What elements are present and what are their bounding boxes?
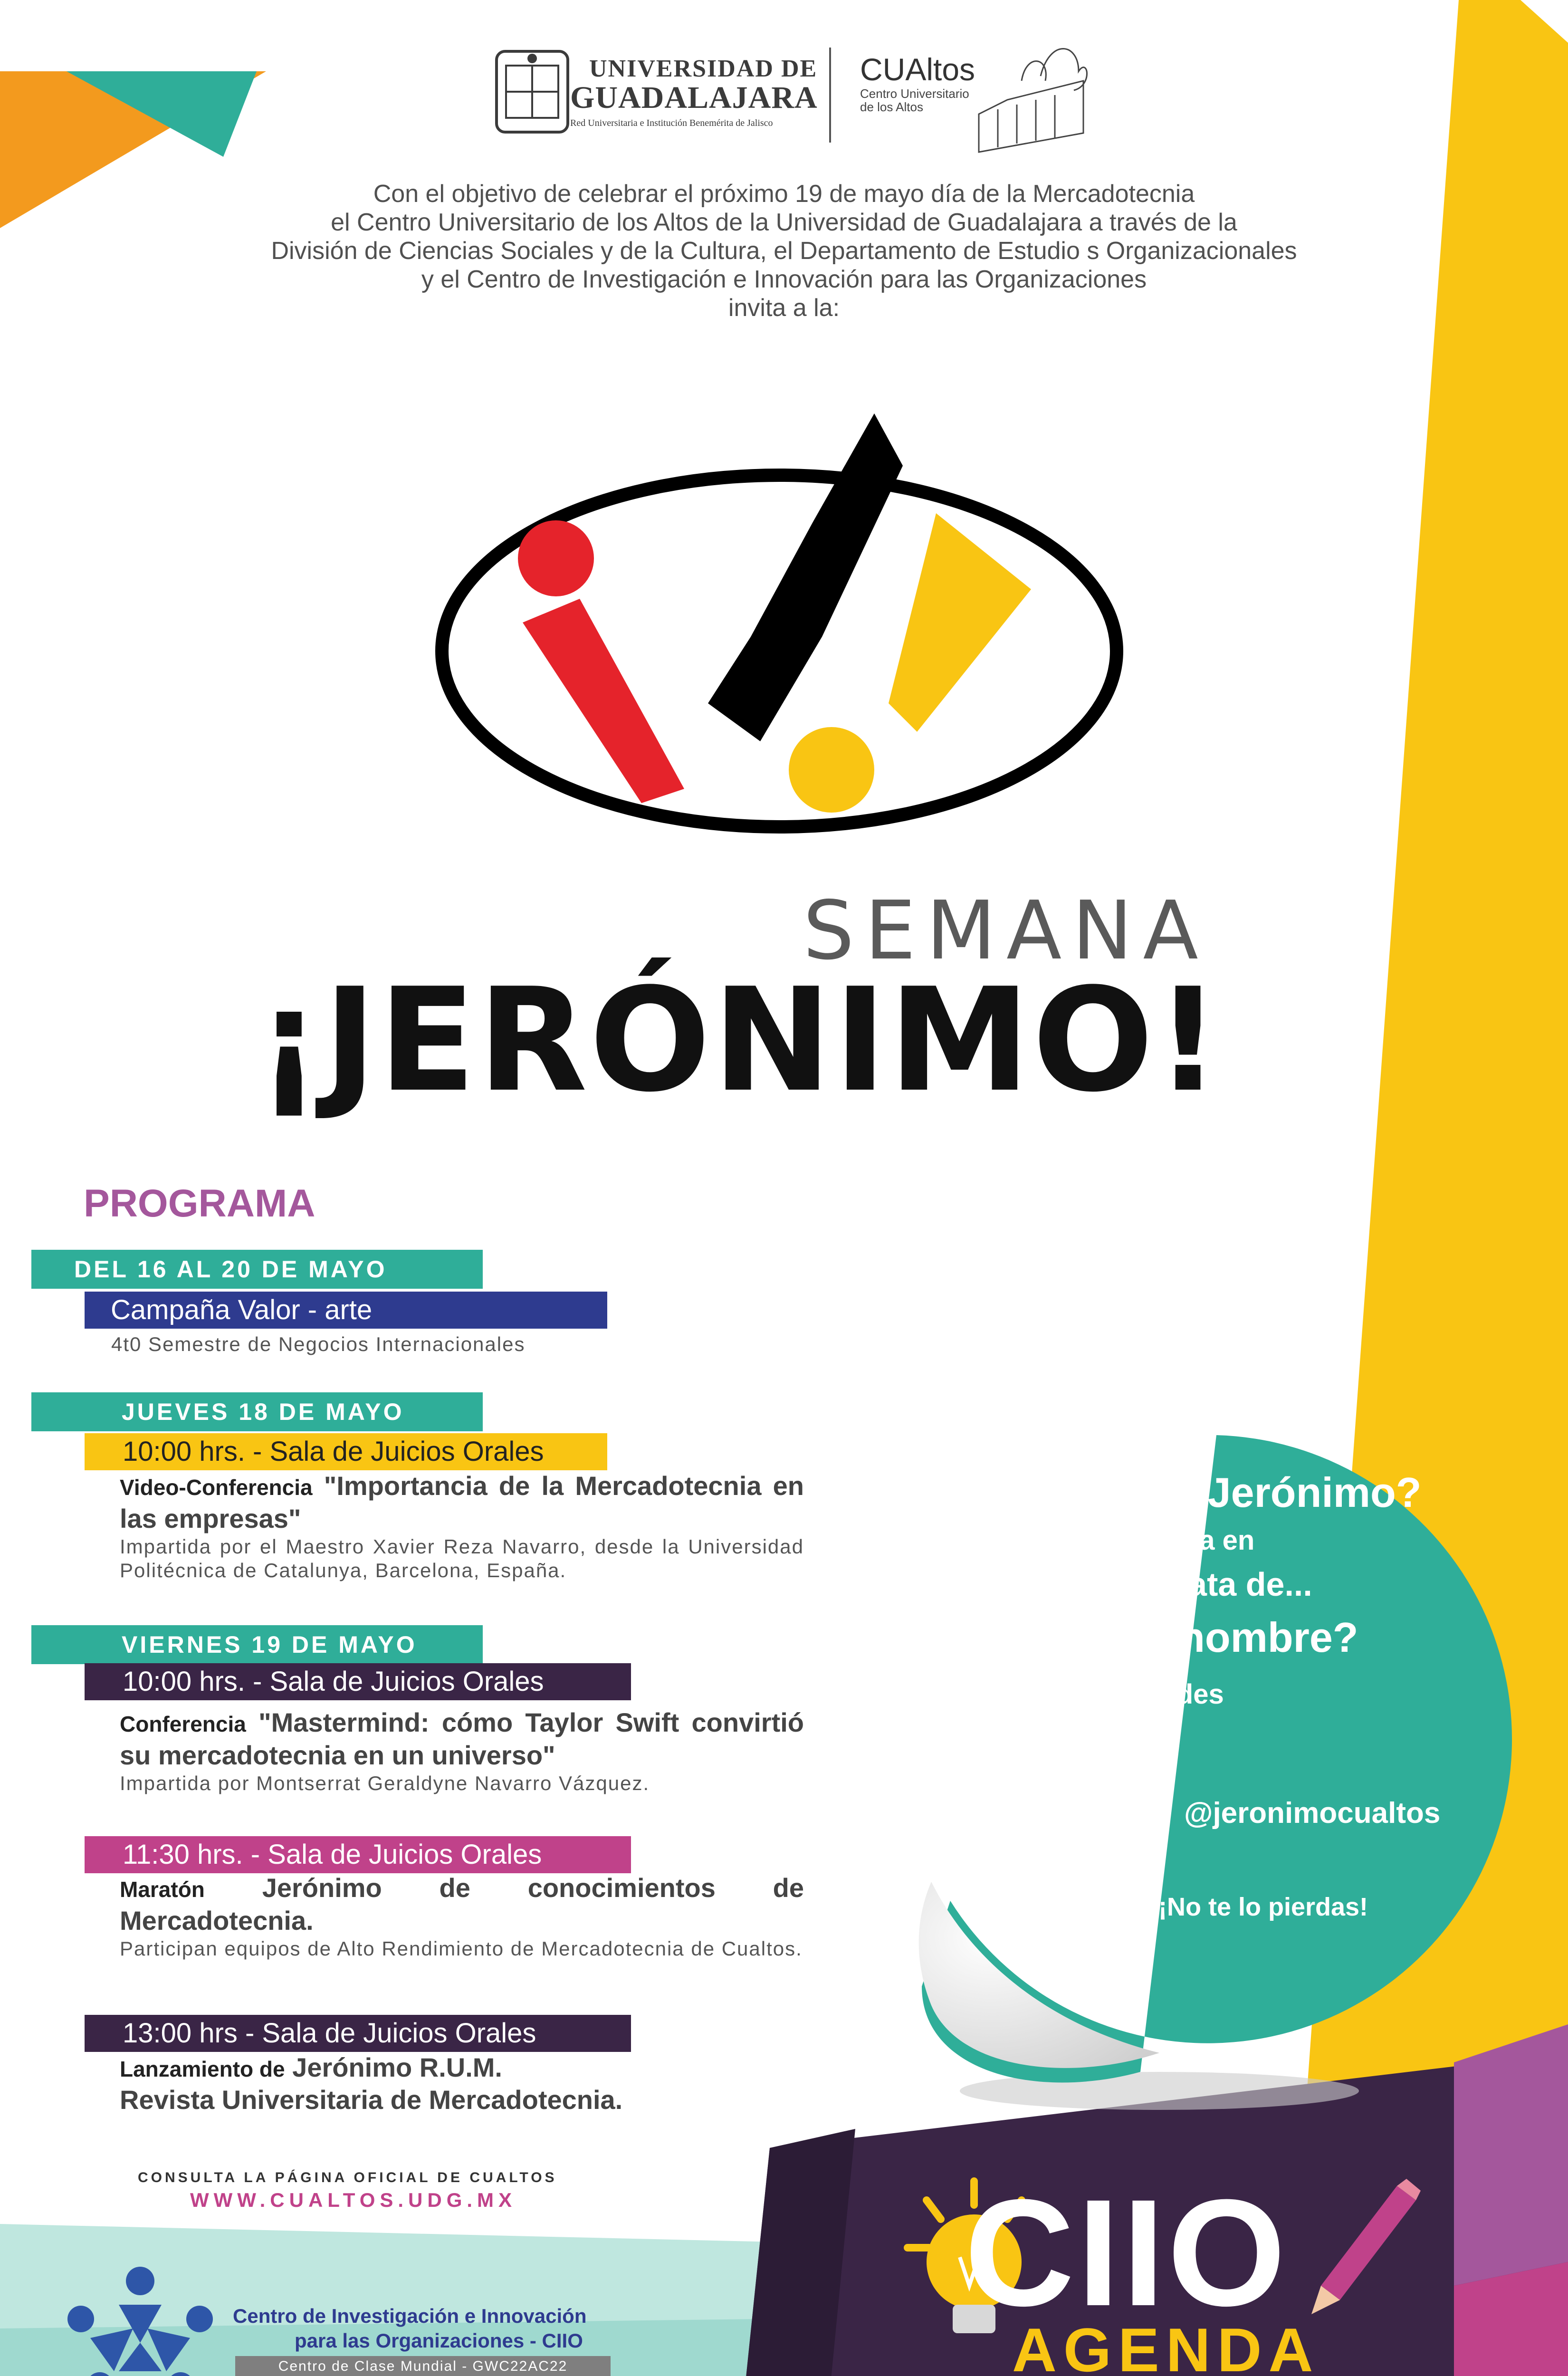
info-answer-1b-part2: se trata de... — [1118, 1566, 1312, 1603]
info-answer-2b-part1: y — [979, 1723, 994, 1754]
university-tagline: Red Universitaria e Institución Benemérita de Jalisco — [570, 118, 773, 128]
campus-name: CUAltos — [860, 52, 975, 87]
university-name-line1: UNIVERSIDAD DE — [589, 55, 818, 82]
info-answer-1b-part1: CUAltos y — [979, 1571, 1111, 1602]
agenda-brand: CIIO — [965, 2167, 1289, 2338]
campus-line2: de los Altos — [860, 100, 923, 114]
agenda-word: AGENDA — [1012, 2315, 1320, 2376]
udg-logo — [482, 42, 582, 142]
info-answer-1a: Es mercadotecnia en — [979, 1525, 1255, 1556]
consulta-label: CONSULTA LA PÁGINA OFICIAL DE CUALTOS — [138, 2170, 557, 2185]
pencil-icon — [1302, 2176, 1425, 2319]
social-handle[interactable]: @jeronimocualtos — [1184, 1797, 1441, 1830]
instagram-icon[interactable] — [1114, 1787, 1166, 1839]
info-question-1: ¿Qué es Jerónimo? — [1031, 1469, 1422, 1516]
event-slot-band: 10:00 hrs. - Sala de Juicios Orales — [85, 1433, 607, 1470]
info-cta: ¡No te lo pierdas! — [1158, 1893, 1368, 1921]
event-date-band: VIERNES 19 DE MAYO — [31, 1625, 483, 1664]
university-name-line2: GUADALAJARA — [570, 80, 818, 115]
event-description: Impartida por el Maestro Xavier Reza Navarro, desde la Universidad Politécnica de Catalunya, Barcelona, España. — [120, 1535, 804, 1581]
event-title-text: "Mastermind: cómo Taylor Swift convirtió su mercadotecnia en un universo" — [120, 1707, 804, 1770]
event-slot-band: 13:00 hrs - Sala de Juicios Orales — [85, 2015, 631, 2052]
ciio-name-line2: para las Organizaciones - CIIO — [295, 2329, 583, 2352]
event-type: Lanzamiento de — [120, 2057, 285, 2081]
intro-line: invita a la: — [728, 294, 840, 322]
event-title — [120, 1707, 804, 1771]
event-title-text: Jerónimo de conocimientos de Mercadotecnia. — [120, 1873, 804, 1935]
intro-line: el Centro Universitario de los Altos de la Universidad de Guadalajara a través de la — [331, 209, 1237, 236]
event-type: Conferencia — [120, 1712, 246, 1736]
info-question-2: ¿Por qué ese nombre? — [905, 1614, 1358, 1661]
event-title — [120, 1470, 804, 1534]
event-slot-band: Campaña Valor - arte — [85, 1292, 607, 1329]
event-title — [120, 2052, 804, 2085]
event-slot-band: 10:00 hrs. - Sala de Juicios Orales — [85, 1663, 631, 1700]
intro-paragraph — [181, 180, 1387, 322]
event-title-text: "Importancia de la Mercadotecnia en las empresas" — [120, 1471, 804, 1533]
event-title — [120, 1872, 804, 1936]
intro-line: Con el objetivo de celebrar el próximo 19 de mayo día de la Mercadotecnia — [373, 180, 1195, 208]
programa-heading: PROGRAMA — [84, 1182, 316, 1225]
title-jeronimo: ¡JERÓNIMO! — [257, 958, 1223, 1123]
info-answer-2b — [979, 1717, 1176, 1755]
info-circle — [893, 1407, 1558, 2167]
event-subtitle: Revista Universitaria de Mercadotecnia. — [120, 2085, 623, 2115]
campus-building-icon — [969, 24, 1093, 162]
facebook-icon[interactable] — [1064, 1784, 1093, 1837]
campus-line1: Centro Universitario — [860, 86, 969, 101]
ciio-people-icon — [62, 2262, 219, 2376]
ciio-name-line1: Centro de Investigación e Innovación — [233, 2305, 587, 2327]
udg-seal-icon — [482, 42, 582, 142]
event-type: Video-Conferencia — [120, 1475, 313, 1500]
info-answer-2b-part2: lo sabrás... — [1002, 1718, 1176, 1755]
event-description: 4t0 Semestre de Negocios Internacionales — [111, 1333, 526, 1355]
title-semana: SEMANA — [803, 884, 1209, 978]
intro-line: División de Ciencias Sociales y de la Cultura, el Departamento de Estudio s Organizacionales — [271, 237, 1297, 265]
event-type: Maratón — [120, 1877, 205, 1902]
intro-line: y el Centro de Investigación e Innovación para las Organizaciones — [421, 266, 1147, 293]
jeronimo-logo-icon — [418, 371, 1140, 865]
event-date-band: DEL 16 AL 20 DE MAYO — [31, 1250, 483, 1289]
event-description: Participan equipos de Alto Rendimiento de Mercadotecnia de Cualtos. — [120, 1937, 803, 1960]
ciio-badge: Centro de Clase Mundial - GWC22AC22 — [235, 2356, 611, 2376]
event-description: Impartida por Montserrat Geraldyne Navarro Vázquez. — [120, 1772, 650, 1794]
info-answer-2a: Síguenos en redes — [979, 1679, 1224, 1710]
event-slot-band: 11:30 hrs. - Sala de Juicios Orales — [85, 1836, 631, 1873]
event-title-text: Jerónimo R.U.M. — [292, 2052, 502, 2082]
header-divider — [829, 48, 831, 143]
info-answer-1b — [979, 1565, 1312, 1603]
event-date-band: JUEVES 18 DE MAYO — [31, 1392, 483, 1431]
website-link[interactable]: WWW.CUALTOS.UDG.MX — [190, 2189, 517, 2211]
